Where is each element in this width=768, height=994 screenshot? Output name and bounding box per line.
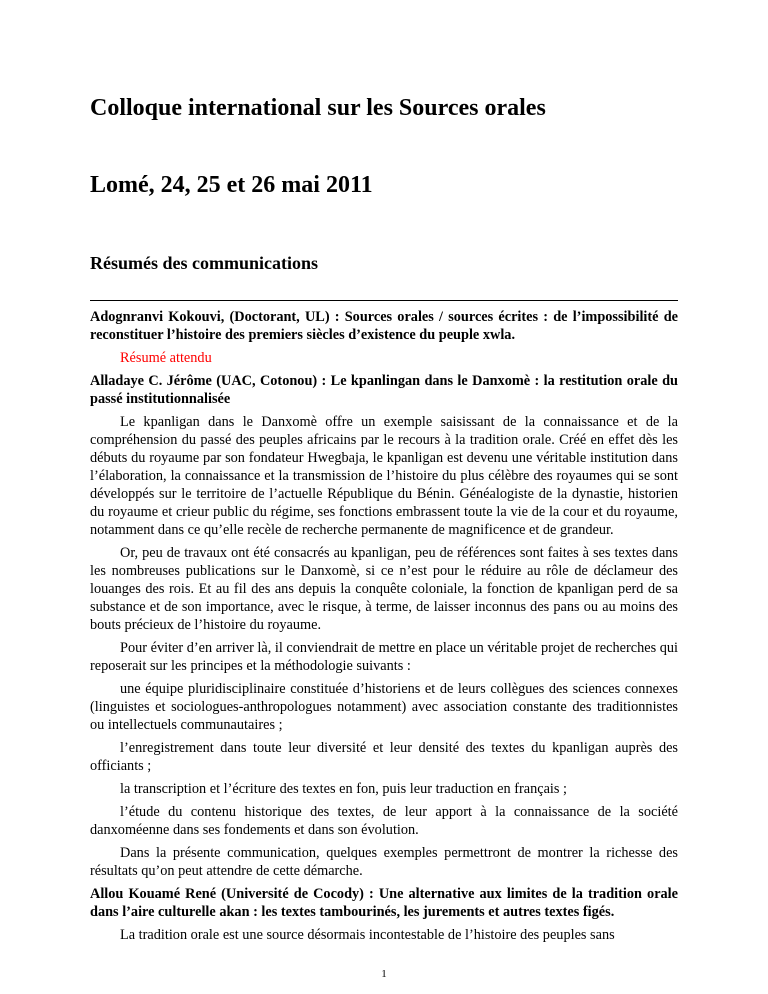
- entry-paragraph: Or, peu de travaux ont été consacrés au kpanligan, peu de références sont faites à ses textes dans les nombreuses publications sur le Danxomè, si ce n’est pour le réduire au rôle de déclameur des louanges des rois. Et au fil des ans depuis la conquête coloniale, la fonction de kpanligan perd de sa substance et de son importance, avec le risque, à terme, de laisser inconnus des pans ou au moins des bouts précieux de l’histoire du royaume.: [90, 545, 678, 633]
- document-title: Colloque international sur les Sources orales: [90, 95, 546, 121]
- entry-paragraph: l’enregistrement dans toute leur diversité et leur densité des textes du kpanligan auprès des officiants ;: [90, 740, 678, 774]
- page-number: 1: [381, 968, 387, 980]
- entry-paragraph: Dans la présente communication, quelques exemples permettront de montrer la richesse des résultats qu’on peut attendre de cette démarche.: [90, 845, 678, 879]
- entry-paragraph: Le kpanligan dans le Danxomè offre un exemple saisissant de la connaissance et de la compréhension du passé des peuples africains par le recours à la tradition orale. Créé en effet dès les débuts du royaume par son fondateur Hwegbaja, le kpanligan est devenu une véritable institution dans l’élaboration, la connaissance et la transmission de l’histoire du plus célèbre des royaumes qui se sont développés sur le territoire de l’actuelle République du Bénin. Généalogiste de la dynastie, historien du royaume et crieur public du régime, ses fonctions embrassent toute la vie de la cour et du royaume, notamment dans ce qu’elle recèle de recherche permanente de magnificence et de grandeur.: [90, 414, 678, 538]
- entry-status: Résumé attendu: [120, 350, 212, 366]
- document-body: [90, 308, 678, 949]
- entry-heading: Allou Kouamé René (Université de Cocody) : Une alternative aux limites de la tradition orale dans l’aire culturelle akan : les textes tambourinés, les jurements et autres textes figés.: [90, 886, 678, 920]
- entry-paragraph: la transcription et l’écriture des textes en fon, puis leur traduction en français ;: [120, 781, 568, 797]
- entry-paragraph: Pour éviter d’en arriver là, il conviendrait de mettre en place un véritable projet de recherches qui reposerait sur les principes et la méthodologie suivants :: [90, 640, 678, 674]
- document-title-date: Lomé, 24, 25 et 26 mai 2011: [90, 172, 373, 198]
- entry-paragraph: l’étude du contenu historique des textes, de leur apport à la connaissance de la société danxoméenne dans ses fondements et dans son évolution.: [90, 804, 678, 838]
- entry-heading: Adognranvi Kokouvi, (Doctorant, UL) : Sources orales / sources écrites : de l’impossibilité de reconstituer l’histoire des premiers siècles d’existence du peuple xwla.: [90, 309, 678, 343]
- horizontal-rule: [90, 300, 678, 301]
- entry-paragraph: La tradition orale est une source désormais incontestable de l’histoire des peuples sans: [120, 927, 615, 943]
- entry-heading: Alladaye C. Jérôme (UAC, Cotonou) : Le kpanlingan dans le Danxomè : la restitution orale du passé institutionnalisée: [90, 373, 678, 407]
- entry-paragraph: une équipe pluridisciplinaire constituée d’historiens et de leurs collègues des sciences connexes (linguistes et sociologues-anthropologues notamment) avec association constante des traditionnistes ou intellectuels communautaires ;: [90, 681, 678, 733]
- section-subtitle: Résumés des communications: [90, 253, 318, 273]
